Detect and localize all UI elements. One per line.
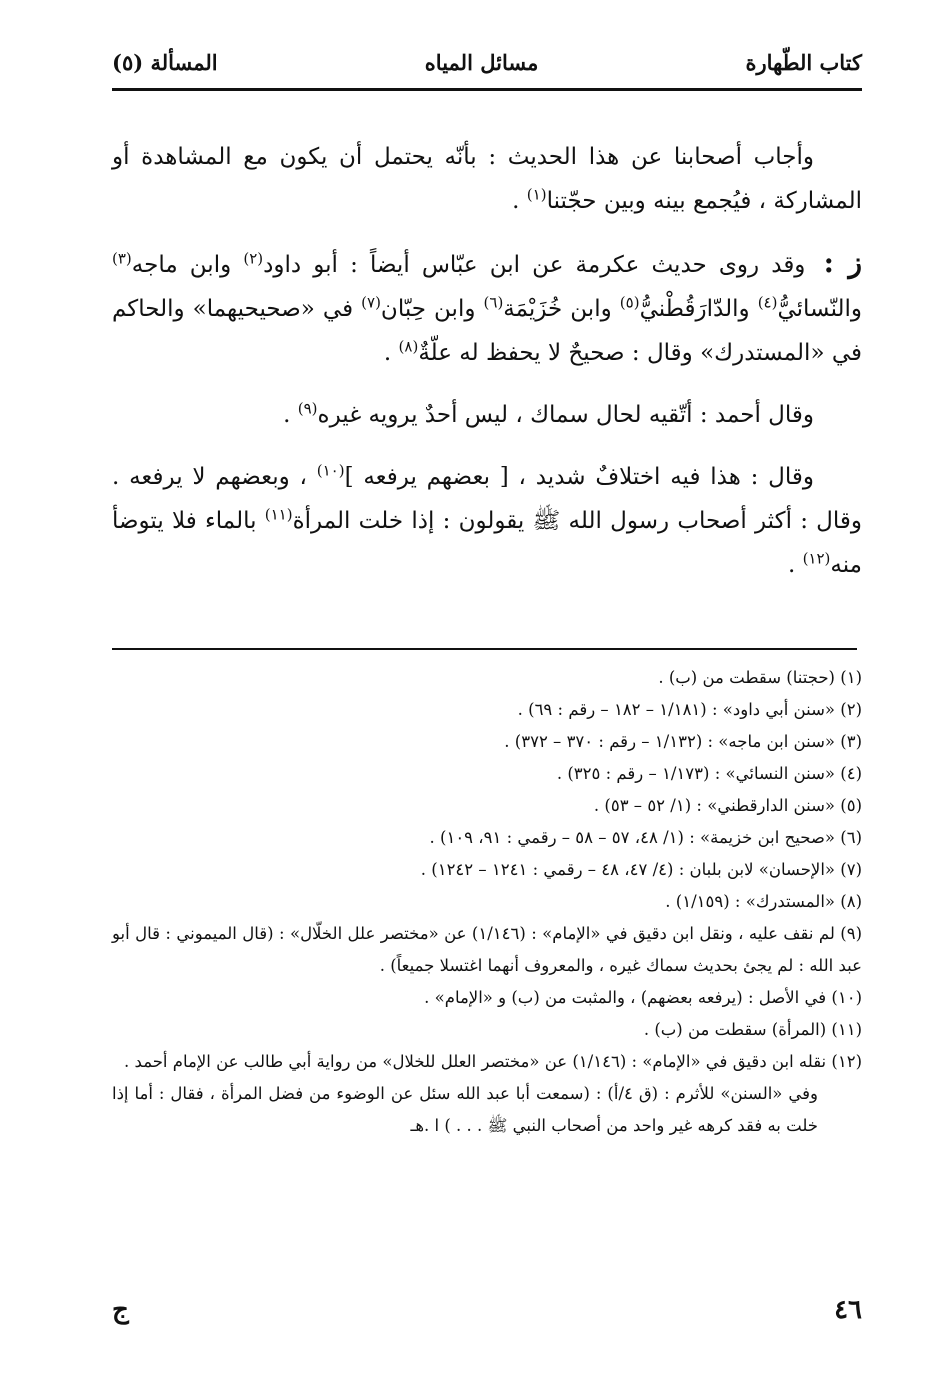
paragraph-text: وقد روى حديث عكرمة عن ابن عبّاس أيضاً : أبو داود: [263, 252, 818, 278]
footnote: (٤) «سنن النسائي» : (١/١٧٣ – رقم : ٣٢٥) .: [556, 764, 862, 783]
footnote-ref: (١٢): [802, 549, 831, 568]
paragraph-1: [112, 135, 862, 223]
footnote-ref: (٥): [619, 293, 640, 312]
paragraph-text: وقال أحمد : أتّقيه لحال سماك ، ليس أحدٌ يرويه غيره: [317, 402, 814, 428]
footnote-continuation: وفي «السنن» للأثرم : (ق ٤/أ) : (سمعت أبا عبد الله سئل عن الوضوء من فضل المرأة ، فقال : أما إذا خلت به فقد كرهه غير واحد من أصحاب النبي ﷺ . . . ) ا .هـ: [112, 1084, 818, 1135]
paragraph-2: [112, 241, 862, 375]
footnote: (١٢) نقله ابن دقيق في «الإمام» : (١/١٤٦) عن «مختصر العلل للخلال» من رواية أبي طالب عن الإمام أحمد .: [124, 1052, 862, 1071]
footnote: (٧) «الإحسان» لابن بلبان : (٤/ ٤٧، ٤٨ – رقمي : ١٢٤١ – ١٢٤٢) .: [420, 860, 862, 879]
footnote: (٨) «المستدرك» : (١/١٥٩) .: [665, 892, 862, 911]
footnote-ref: (١١): [264, 505, 293, 524]
paragraph-3: [112, 393, 862, 437]
footnote-ref: (٤): [757, 293, 778, 312]
footnote: (٢) «سنن أبي داود» : (١/١٨١ – ١٨٢ – رقم : ٦٩) .: [517, 700, 862, 719]
main-text: [112, 135, 862, 605]
paragraph-text: والدّارَقُطْنيُّ: [639, 296, 758, 322]
footnotes: [112, 662, 862, 1142]
footnote: (١) (حجتنا) سقطت من (ب) .: [658, 668, 862, 687]
paragraph-end: .: [283, 402, 298, 428]
paragraph-end: .: [512, 188, 527, 214]
footnote-rule: [112, 648, 857, 650]
footnote-ref: (٨): [398, 337, 419, 356]
paragraph-text: في «صحيحيهما» والحاكم في «المستدرك» وقال : صحيحٌ لا يحفظ له علّةٌ: [112, 296, 862, 366]
page-footer: [112, 1290, 862, 1330]
footnote-ref: (٧): [361, 293, 381, 312]
header-rule: [112, 88, 862, 91]
footnote-ref: (٢): [243, 249, 264, 268]
paragraph-end: .: [383, 340, 399, 366]
footnote: (٦) «صحيح ابن خزيمة» : (١/ ٤٨، ٥٧ – ٥٨ – رقمي : ٩١، ١٠٩) .: [429, 828, 862, 847]
paragraph-text: وابن ماجه: [131, 252, 244, 278]
footnote-ref: (٦): [483, 293, 504, 312]
footnote-ref: (١٠): [316, 461, 345, 480]
paragraph-text: بالماء فلا يتوضأ منه: [112, 508, 862, 578]
footnote: (٣) «سنن ابن ماجه» : (١/١٣٢ – رقم : ٣٧٠ – ٣٧٢) .: [504, 732, 862, 751]
paragraph-text: ، وبعضهم لا يرفعه . وقال : أكثر أصحاب رسول الله ﷺ يقولون : إذا خلت المرأة: [112, 464, 863, 534]
footnote: (٥) «سنن الدارقطني» : (١/ ٥٢ – ٥٣) .: [593, 796, 862, 815]
page-number: ٤٦: [834, 1295, 862, 1325]
footnote: (٩) لم نقف عليه ، ونقل ابن دقيق في «الإمام» : (١/١٤٦) عن «مختصر علل الخلّال» : (قال الميموني : قال أبو عبد الله : لم يجئ بحديث سماك غيره ، والمعروف أنهما اغتسلا جميعاً) .: [112, 924, 862, 975]
footnote: (١١) (المرأة) سقطت من (ب) .: [643, 1020, 862, 1039]
footnote-ref: (١): [526, 185, 547, 204]
paragraph-text: وابن خُزَيْمَة: [503, 296, 620, 322]
paragraph-text: وابن حِبّان: [380, 296, 484, 322]
paragraph-text: وأجاب أصحابنا عن هذا الحديث : بأنّه يحتمل أن يكون مع المشاهدة أو المشاركة ، فيُجمع بينه وبين حجّتنا: [112, 144, 862, 214]
header-chapter-title: مسائل المياه: [424, 49, 539, 75]
header-issue-number: المسألة (٥): [112, 49, 218, 75]
paragraph-4: [112, 455, 862, 587]
running-header: [112, 42, 862, 82]
footnote-ref: (٩): [297, 399, 318, 418]
paragraph-text: والنّسائيُّ: [777, 296, 863, 322]
printer-signature: ج: [112, 1295, 129, 1325]
paragraph-text: وقال : هذا فيه اختلافٌ شديد ، [ بعضهم يرفعه ]: [344, 464, 814, 490]
header-book-title: كتاب الطّهارة: [745, 49, 862, 75]
paragraph-end: .: [787, 552, 803, 578]
footnote: (١٠) في الأصل : (يرفعه بعضهم) ، والمثبت من (ب) و «الإمام» .: [424, 988, 862, 1007]
section-mark: ز :: [823, 246, 862, 279]
footnote-ref: (٣): [112, 249, 132, 268]
